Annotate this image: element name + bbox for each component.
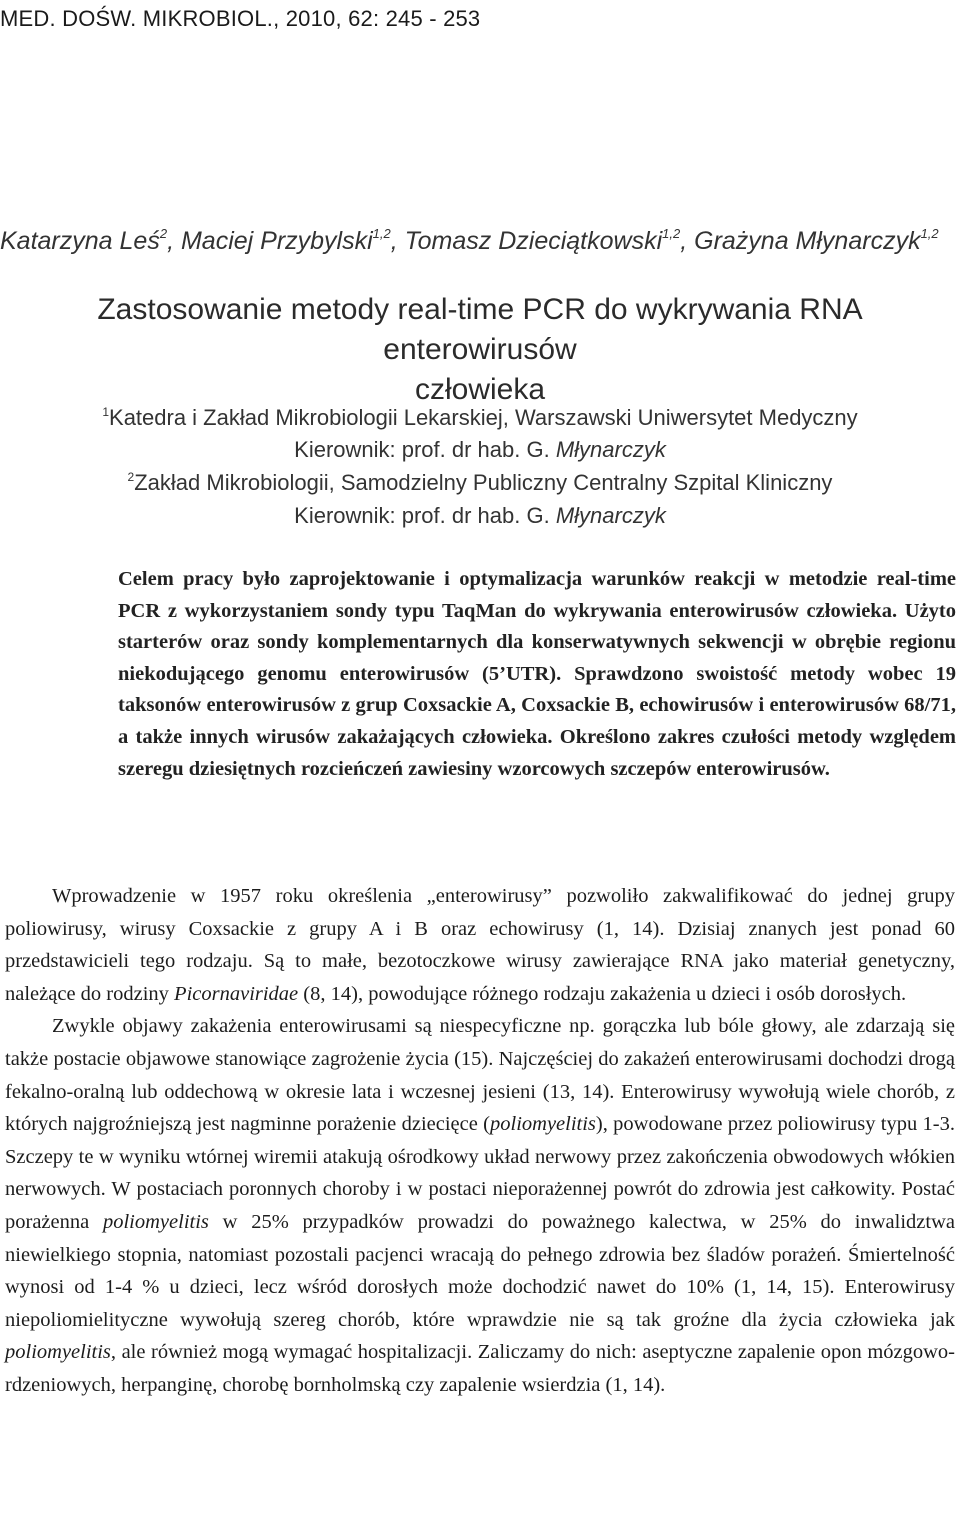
article-title-line: człowieka xyxy=(414,373,546,406)
author-separator: , xyxy=(680,227,695,255)
affiliation-unit xyxy=(0,469,960,497)
paragraph-text: Zwykle objawy zakażenia enterowirusami są niespecyficzne np. gorączka lub bóle głowy, ale zdarzają się także postacie objawowe stanowiące zagrożenie życia (15). Najczęściej do zakażeń enterowirusami dochodzi drogą fekalno-oralną lub oddechową w okresie lata i wczesnej jesieni (13, 14). Enterowirusy wywołują wiele chorób, z których najgroźniejszą jest nagminne porażenie dziecięce ( xyxy=(5,1015,955,1136)
author-name: Maciej Przybylski xyxy=(180,227,373,255)
author-name: Tomasz Dzieciątkowski xyxy=(404,227,663,255)
author-affiliation-marker: 1,2 xyxy=(662,226,681,241)
author-affiliation-marker: 1,2 xyxy=(920,226,939,241)
abstract: Celem pracy było zaprojektowanie i optymalizacja warunków reakcji w metodzie real-time PCR z wykorzystaniem sondy typu TaqMan do wykrywania enterowirusów człowieka. Użyto starterów oraz sondy komplementarnych dla konserwatywnych sekwencji w obrębie regionu niekodującego genomu enterowirusów (5’UTR). Sprawdzono swoistość metody wobec 19 taksonów enterowirusów z grup Coxsackie A, Coxsackie B, echowirusów i enterowirusów 68/71, a także innych wirusów zakażających człowieka. Określono zakres czułości metody względem szeregu dziesiętnych rozcieńczeń zawiesiny wzorcowych szczepów enterowirusów. xyxy=(118,568,956,780)
paragraph xyxy=(5,1010,955,1401)
author-affiliation-marker: 2 xyxy=(159,226,168,241)
affiliation-unit xyxy=(0,404,960,432)
body-text xyxy=(5,880,955,1402)
paragraph-text: , ale również mogą wymagać hospitalizacji. Zaliczamy do nich: aseptyczne zapalenie opon mózgowo-rdzeniowych, herpanginę, chorobę bornholmską czy zapalenie wsierdzia (1, 14). xyxy=(5,1341,955,1396)
affiliation-marker: 1 xyxy=(102,405,110,419)
author-list xyxy=(0,225,960,257)
affiliation-head xyxy=(0,502,960,530)
paragraph-text: ), powodowane przez poliowirusy typu 1-3. Szczepy te w wyniku wtórnej wiremii atakują ośrodkowy układ nerwowy przez zakończenia obwodowych włókien nerwowych. W postaciach poronnych choroby i w postaci nieporażennej powrót do zdrowia jest całkowity. Postać porażenna xyxy=(5,1113,955,1233)
paragraph-text: (8, 14), powodujące różnego rodzaju zakażenia u dzieci i osób dorosłych. xyxy=(298,982,907,1005)
affiliation-marker: 2 xyxy=(127,470,135,484)
author-name: Katarzyna Leś xyxy=(0,227,160,255)
article-title xyxy=(0,290,960,410)
italic-term: poliomyelitis xyxy=(102,1210,209,1233)
affiliation-head-prefix: Kierownik: prof. dr hab. G. xyxy=(294,503,556,528)
paragraph-text: w 25% przypadków prowadzi do poważnego kalectwa, w 25% do inwalidztwa niewielkiego stopnia, natomiast pozostali pacjenci wracają do pełnego zdrowia bez śladów porażeń. Śmiertelność wynosi od 1-4 % u dzieci, lecz wśród dorosłych może dochodzić nawet do 10% (1, 14, 15). Enterowirusy niepoliomielityczne wywołują szereg chorób, które wprawdzie nie są tak groźne dla życia człowieka jak xyxy=(5,1210,955,1331)
affiliation-head-name: Młynarczyk xyxy=(555,437,666,462)
article-title-line: Zastosowanie metody real-time PCR do wykrywania RNA enterowirusów xyxy=(97,293,863,366)
journal-reference: MED. DOŚW. MIKROBIOL., 2010, 62: 245 - 253 xyxy=(0,6,481,31)
affiliation-unit-text: Katedra i Zakład Mikrobiologii Lekarskiej, Warszawski Uniwersytet Medyczny xyxy=(109,405,858,430)
affiliation-head-name: Młynarczyk xyxy=(555,503,666,528)
paragraph xyxy=(5,880,955,1010)
affiliation-head xyxy=(0,436,960,464)
author-separator: , xyxy=(167,227,181,255)
paragraph-text: Wprowadzenie w 1957 roku określenia „enterowirusy” pozwoliło zakwalifikować do jednej grupy poliowirusy, wirusy Coxsackie z grupy A i B oraz echowirusy (1, 14). Dzisiaj znanych jest ponad 60 przedstawicieli tego rodzaju. Są to małe, bezotoczkowe wirusy zawierające RNA jako materiał genetyczny, należące do rodziny xyxy=(5,885,955,1005)
italic-term: poliomyelitis xyxy=(5,1341,111,1364)
affiliation-unit-text: Zakład Mikrobiologii, Samodzielny Publiczny Centralny Szpital Kliniczny xyxy=(134,470,833,495)
author-name: Grażyna Młynarczyk xyxy=(694,227,921,255)
italic-term: poliomyelitis xyxy=(490,1113,596,1136)
author-separator: , xyxy=(390,227,405,255)
italic-term: Picornaviridae xyxy=(174,982,299,1005)
affiliation-head-prefix: Kierownik: prof. dr hab. G. xyxy=(294,437,556,462)
author-affiliation-marker: 1,2 xyxy=(372,226,391,241)
